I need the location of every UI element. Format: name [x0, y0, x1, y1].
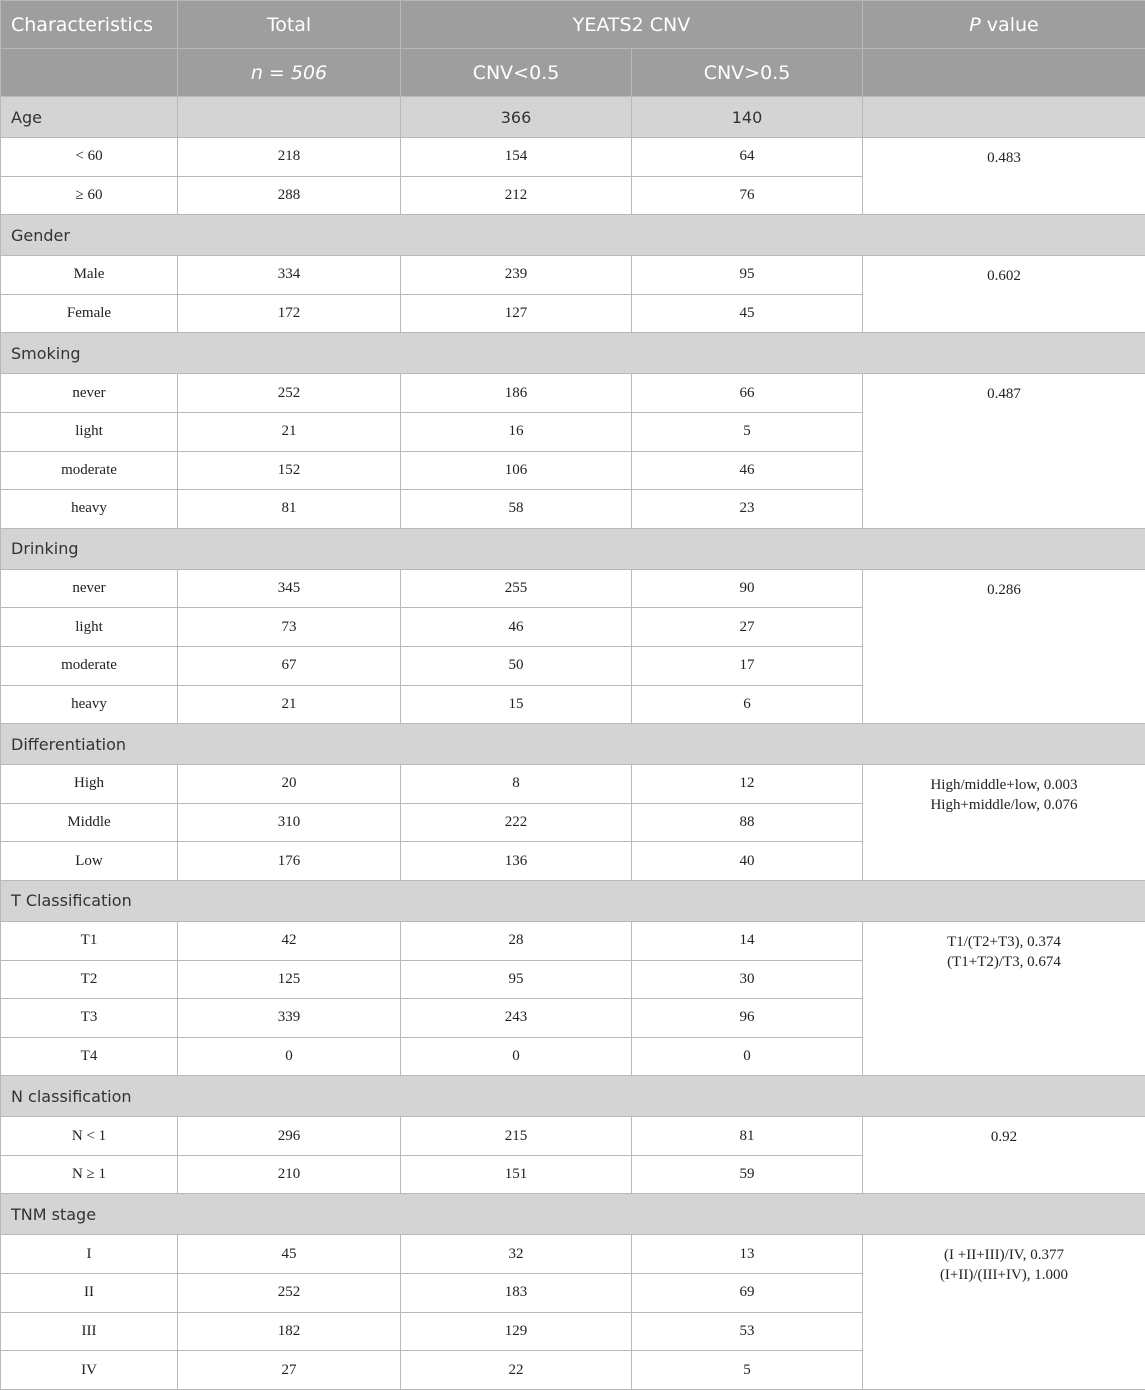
p-value-line: High/middle+low, 0.003: [863, 775, 1145, 795]
p-value-line: T1/(T2+T3), 0.374: [863, 932, 1145, 952]
p-value-cell: [863, 921, 1145, 1075]
row-label: T4: [1, 1037, 178, 1076]
row-total: 310: [178, 803, 401, 842]
row-cnv-high: 59: [632, 1155, 863, 1194]
row-label: IV: [1, 1351, 178, 1390]
row-total: 339: [178, 999, 401, 1038]
row-cnv-low: 212: [401, 176, 632, 215]
row-cnv-high: 17: [632, 646, 863, 685]
header-characteristics: Characteristics: [1, 1, 178, 49]
row-total: 252: [178, 1274, 401, 1313]
row-cnv-low: 16: [401, 412, 632, 451]
header-n-label: n = 506: [178, 49, 401, 97]
row-cnv-low: 239: [401, 256, 632, 295]
table-row: [1, 1235, 1145, 1274]
row-total: 42: [178, 921, 401, 960]
section-title: N classification: [1, 1076, 1145, 1117]
row-label: T1: [1, 921, 178, 960]
table-row: [1, 765, 1145, 804]
row-cnv-high: 5: [632, 412, 863, 451]
row-label: Female: [1, 294, 178, 333]
row-cnv-low: 95: [401, 960, 632, 999]
header-row-1: [1, 1, 1145, 49]
row-cnv-low: 154: [401, 138, 632, 177]
row-cnv-high: 88: [632, 803, 863, 842]
row-cnv-low: 50: [401, 646, 632, 685]
row-total: 334: [178, 256, 401, 295]
row-cnv-high: 64: [632, 138, 863, 177]
header-p-italic: P: [969, 14, 980, 36]
row-cnv-low: 32: [401, 1235, 632, 1274]
p-value-cell: [863, 1235, 1145, 1389]
row-total: 125: [178, 960, 401, 999]
row-label: T3: [1, 999, 178, 1038]
row-cnv-low: 15: [401, 685, 632, 724]
table-body: [1, 97, 1145, 1390]
row-cnv-low: 129: [401, 1312, 632, 1351]
p-value-line: 0.602: [863, 266, 1145, 286]
row-total: 0: [178, 1037, 401, 1076]
row-total: 21: [178, 685, 401, 724]
row-total: 45: [178, 1235, 401, 1274]
row-cnv-low: 0: [401, 1037, 632, 1076]
section-title: Smoking: [1, 333, 1145, 374]
row-total: 288: [178, 176, 401, 215]
p-value-cell: [863, 1117, 1145, 1194]
header-cnv-low: CNV<0.5: [401, 49, 632, 97]
row-cnv-high: 76: [632, 176, 863, 215]
section-cnv-low: 366: [401, 97, 632, 138]
row-label: moderate: [1, 451, 178, 490]
row-cnv-low: 8: [401, 765, 632, 804]
row-cnv-high: 53: [632, 1312, 863, 1351]
header-cnv-high: CNV>0.5: [632, 49, 863, 97]
section-row: [1, 528, 1145, 569]
p-value-cell: [863, 256, 1145, 333]
row-label: never: [1, 569, 178, 608]
row-label: II: [1, 1274, 178, 1313]
p-value-line: (I +II+III)/IV, 0.377: [863, 1245, 1145, 1265]
row-cnv-low: 58: [401, 490, 632, 529]
p-value-line: (T1+T2)/T3, 0.674: [863, 952, 1145, 972]
row-cnv-high: 30: [632, 960, 863, 999]
row-cnv-low: 136: [401, 842, 632, 881]
table-row: [1, 569, 1145, 608]
row-label: Middle: [1, 803, 178, 842]
row-cnv-high: 6: [632, 685, 863, 724]
row-cnv-high: 40: [632, 842, 863, 881]
section-row: [1, 1076, 1145, 1117]
section-row: [1, 97, 1145, 138]
row-label: light: [1, 412, 178, 451]
row-label: never: [1, 374, 178, 413]
p-value-line: 0.483: [863, 148, 1145, 168]
row-cnv-low: 28: [401, 921, 632, 960]
p-value-line: High+middle/low, 0.076: [863, 795, 1145, 815]
row-label: < 60: [1, 138, 178, 177]
table-row: [1, 138, 1145, 177]
header-empty-left: [1, 49, 178, 97]
row-label: light: [1, 608, 178, 647]
row-total: 176: [178, 842, 401, 881]
row-cnv-low: 106: [401, 451, 632, 490]
section-title: Drinking: [1, 528, 1145, 569]
row-cnv-low: 22: [401, 1351, 632, 1390]
row-label: heavy: [1, 490, 178, 529]
section-row: [1, 333, 1145, 374]
table-row: [1, 1117, 1145, 1156]
section-p-empty: [863, 97, 1145, 138]
row-total: 182: [178, 1312, 401, 1351]
row-label: Male: [1, 256, 178, 295]
row-cnv-high: 66: [632, 374, 863, 413]
section-row: [1, 1194, 1145, 1235]
p-value-cell: [863, 374, 1145, 528]
section-cnv-high: 140: [632, 97, 863, 138]
row-label: N < 1: [1, 1117, 178, 1156]
row-cnv-high: 0: [632, 1037, 863, 1076]
row-total: 152: [178, 451, 401, 490]
row-total: 27: [178, 1351, 401, 1390]
row-total: 296: [178, 1117, 401, 1156]
row-cnv-high: 5: [632, 1351, 863, 1390]
row-total: 20: [178, 765, 401, 804]
row-cnv-low: 243: [401, 999, 632, 1038]
row-total: 252: [178, 374, 401, 413]
section-title: Age: [1, 97, 178, 138]
p-value-line: 0.286: [863, 580, 1145, 600]
row-cnv-high: 14: [632, 921, 863, 960]
row-cnv-low: 46: [401, 608, 632, 647]
p-value-cell: [863, 765, 1145, 881]
row-cnv-low: 151: [401, 1155, 632, 1194]
row-label: N ≥ 1: [1, 1155, 178, 1194]
row-cnv-high: 69: [632, 1274, 863, 1313]
section-title: Differentiation: [1, 724, 1145, 765]
row-total: 345: [178, 569, 401, 608]
row-total: 172: [178, 294, 401, 333]
row-label: ≥ 60: [1, 176, 178, 215]
row-label: III: [1, 1312, 178, 1351]
row-label: High: [1, 765, 178, 804]
row-total: 21: [178, 412, 401, 451]
row-cnv-high: 46: [632, 451, 863, 490]
section-row: [1, 880, 1145, 921]
row-cnv-low: 222: [401, 803, 632, 842]
row-label: Low: [1, 842, 178, 881]
row-total: 67: [178, 646, 401, 685]
header-row-2: [1, 49, 1145, 97]
header-p-value: [863, 1, 1145, 49]
section-row: [1, 724, 1145, 765]
row-cnv-high: 27: [632, 608, 863, 647]
row-total: 218: [178, 138, 401, 177]
header-total: Total: [178, 1, 401, 49]
row-label: I: [1, 1235, 178, 1274]
p-value-line: 0.92: [863, 1127, 1145, 1147]
row-cnv-high: 12: [632, 765, 863, 804]
p-value-line: (I+II)/(III+IV), 1.000: [863, 1265, 1145, 1285]
header-empty-right: [863, 49, 1145, 97]
row-cnv-high: 23: [632, 490, 863, 529]
table-row: [1, 256, 1145, 295]
row-label: heavy: [1, 685, 178, 724]
p-value-cell: [863, 138, 1145, 215]
p-value-line: 0.487: [863, 384, 1145, 404]
row-cnv-high: 45: [632, 294, 863, 333]
row-cnv-low: 255: [401, 569, 632, 608]
header-group: YEATS2 CNV: [401, 1, 863, 49]
section-row: [1, 215, 1145, 256]
row-label: moderate: [1, 646, 178, 685]
row-total: 210: [178, 1155, 401, 1194]
row-cnv-high: 90: [632, 569, 863, 608]
row-cnv-low: 183: [401, 1274, 632, 1313]
section-title: Gender: [1, 215, 1145, 256]
row-total: 73: [178, 608, 401, 647]
row-cnv-low: 186: [401, 374, 632, 413]
table-row: [1, 374, 1145, 413]
header-p-rest: value: [981, 14, 1039, 36]
table-row: [1, 921, 1145, 960]
section-title: T Classification: [1, 880, 1145, 921]
row-cnv-high: 81: [632, 1117, 863, 1156]
section-title: TNM stage: [1, 1194, 1145, 1235]
row-total: 81: [178, 490, 401, 529]
section-total: [178, 97, 401, 138]
row-cnv-high: 95: [632, 256, 863, 295]
p-value-cell: [863, 569, 1145, 723]
row-cnv-low: 127: [401, 294, 632, 333]
row-label: T2: [1, 960, 178, 999]
row-cnv-low: 215: [401, 1117, 632, 1156]
row-cnv-high: 96: [632, 999, 863, 1038]
row-cnv-high: 13: [632, 1235, 863, 1274]
